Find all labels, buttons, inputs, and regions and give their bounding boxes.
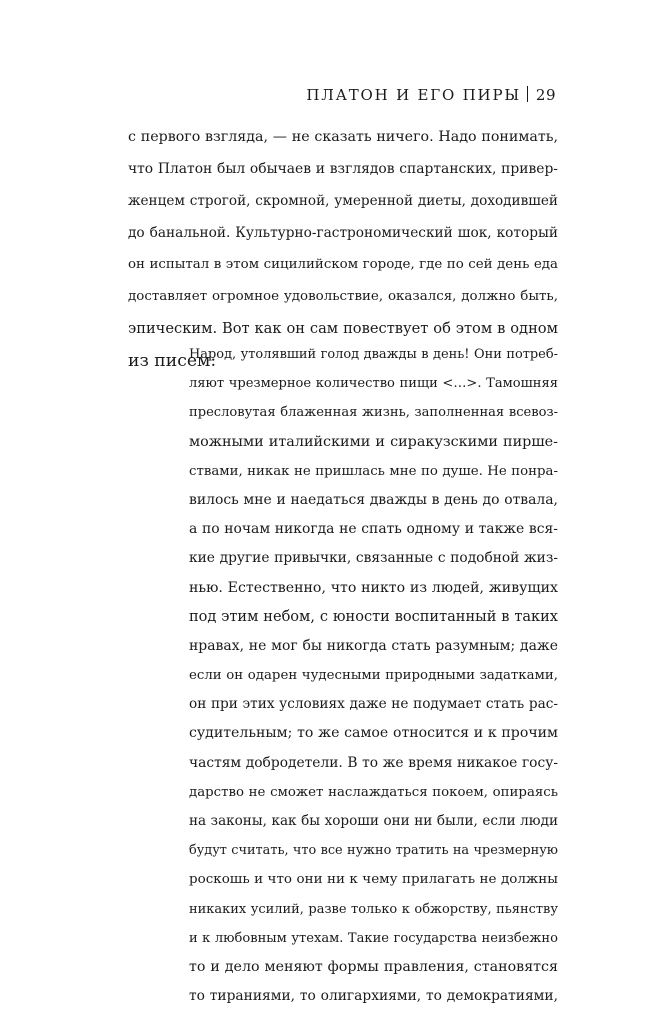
body-line: доставляет огромное удовольствие, оказался, должно быть,	[128, 289, 558, 304]
body-line: до банальной. Культурно-гастрономический шок, который	[128, 225, 558, 241]
quote-line: Народ, утолявший голод дважды в день! Они потреб-	[189, 347, 558, 362]
quote-line: то тираниями, то олигархиями, то демократиями,	[189, 988, 558, 1005]
quote-line: нью. Естественно, что никто из людей, живущих	[189, 579, 558, 596]
quote-line: никаких усилий, разве только к обжорству, пьянству	[189, 901, 558, 917]
quote-line: ляют чрезмерное количество пищи <…>. Тамошняя	[189, 376, 558, 392]
page-number: 29	[535, 86, 556, 104]
quote-line: судительным; то же самое относится и к прочим	[189, 725, 558, 742]
quote-line: частям добродетели. В то же время никакое госу-	[189, 754, 558, 771]
quote-line: под этим небом, с юности воспитанный в таких	[189, 608, 558, 625]
body-line: с первого взгляда, — не сказать ничего. Надо понимать,	[128, 129, 558, 145]
quote-line: можными италийскими и сиракузскими пирше-	[189, 433, 558, 450]
quote-line: и к любовным утехам. Такие государства неизбежно	[189, 930, 558, 946]
quote-line: пресловутая блаженная жизнь, заполненная всевоз-	[189, 405, 558, 421]
quote-line: кие другие привычки, связанные с подобной жиз-	[189, 550, 558, 567]
quote-line: нравах, не мог бы никогда стать разумным; даже	[189, 637, 558, 654]
quote-line: на законы, как бы хороши они ни были, если люди	[189, 813, 558, 829]
block-quote	[189, 340, 558, 1011]
body-line: из писем:	[128, 351, 217, 371]
body-line: он испытал в этом сицилийском городе, где по сей день еда	[128, 257, 558, 272]
body-line: что Платон был обычаев и взглядов спартанских, привер-	[128, 161, 558, 177]
running-head	[306, 86, 556, 104]
quote-line: если он одарен чудесными природными задатками,	[189, 668, 558, 684]
quote-line: роскошь и что они ни к чему прилагать не должны	[189, 871, 558, 888]
quote-line: ствами, никак не пришлась мне по душе. Не понра-	[189, 463, 558, 479]
quote-line: то и дело меняют формы правления, становятся	[189, 958, 558, 975]
body-line: женцем строгой, скромной, умеренной диеты, доходившей	[128, 193, 558, 209]
quote-line: он при этих условиях даже не подумает стать рас-	[189, 696, 558, 713]
quote-line: а по ночам никогда не спать одному и также вся-	[189, 521, 558, 538]
quote-line: вилось мне и наедаться дважды в день до отвала,	[189, 491, 558, 508]
body-line: эпическим. Вот как он сам повествует об этом в одном	[128, 320, 558, 337]
running-head-separator	[527, 86, 528, 102]
quote-line: будут считать, что все нужно тратить на чрезмерную	[189, 843, 558, 859]
body-paragraph	[128, 121, 558, 377]
running-head-title: ПЛАТОН И ЕГО ПИРЫ	[306, 86, 521, 104]
quote-line: дарство не сможет наслаждаться покоем, опираясь	[189, 784, 558, 800]
